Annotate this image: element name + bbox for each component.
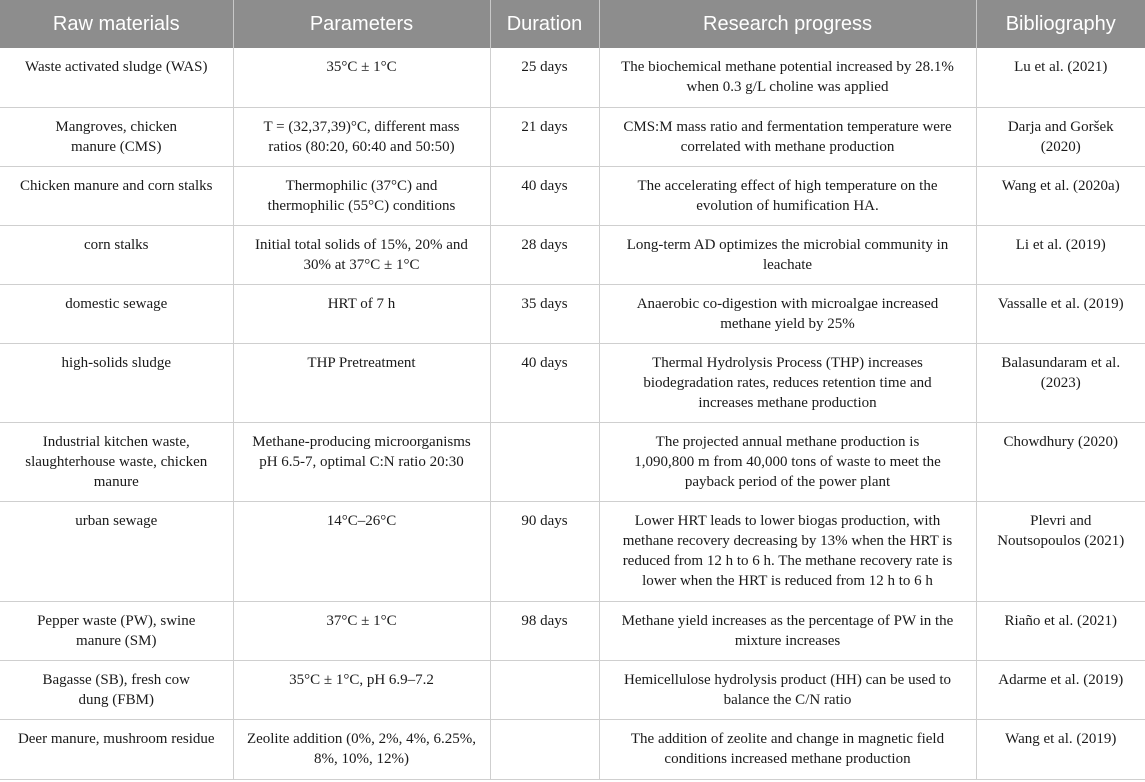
cell-parameters: HRT of 7 h — [233, 284, 490, 343]
header-bibliography: Bibliography — [976, 0, 1145, 48]
header-raw-materials: Raw materials — [0, 0, 233, 48]
cell-parameters: T = (32,37,39)°C, different mass ratios (80:20, 60:40 and 50:50) — [233, 107, 490, 166]
cell-research-progress: Methane yield increases as the percentage of PW in the mixture increases — [599, 601, 976, 660]
cell-duration: 40 days — [490, 166, 599, 225]
cell-duration — [490, 422, 599, 501]
table-row — [0, 166, 1145, 225]
cell-research-progress: The addition of zeolite and change in magnetic field conditions increased methane production — [599, 719, 976, 779]
cell-raw-materials: corn stalks — [0, 225, 233, 284]
cell-bibliography: Wang et al. (2019) — [976, 719, 1145, 779]
cell-raw-materials: Waste activated sludge (WAS) — [0, 48, 233, 107]
cell-bibliography: Lu et al. (2021) — [976, 48, 1145, 107]
cell-bibliography: Riaño et al. (2021) — [976, 601, 1145, 660]
cell-parameters: 35°C ± 1°C, pH 6.9–7.2 — [233, 660, 490, 719]
header-parameters: Parameters — [233, 0, 490, 48]
table-row — [0, 660, 1145, 719]
cell-research-progress: CMS:M mass ratio and fermentation temperature were correlated with methane production — [599, 107, 976, 166]
cell-research-progress: Lower HRT leads to lower biogas production, with methane recovery decreasing by 13% when the HRT is reduced from 12 h to 6 h. The methane recovery rate is lower when the HRT is reduced from 12 h to 6 h — [599, 501, 976, 601]
cell-raw-materials: Pepper waste (PW), swine manure (SM) — [0, 601, 233, 660]
cell-raw-materials: Deer manure, mushroom residue — [0, 719, 233, 779]
table-row — [0, 107, 1145, 166]
cell-parameters: THP Pretreatment — [233, 343, 490, 422]
cell-duration — [490, 719, 599, 779]
cell-bibliography: Vassalle et al. (2019) — [976, 284, 1145, 343]
table-row — [0, 284, 1145, 343]
cell-parameters: Zeolite addition (0%, 2%, 4%, 6.25%, 8%, 10%, 12%) — [233, 719, 490, 779]
cell-bibliography: Chowdhury (2020) — [976, 422, 1145, 501]
cell-duration — [490, 660, 599, 719]
table-row — [0, 422, 1145, 501]
header-duration: Duration — [490, 0, 599, 48]
cell-parameters: Thermophilic (37°C) and thermophilic (55°C) conditions — [233, 166, 490, 225]
cell-bibliography: Adarme et al. (2019) — [976, 660, 1145, 719]
cell-bibliography: Darja and Goršek (2020) — [976, 107, 1145, 166]
cell-research-progress: Long-term AD optimizes the microbial community in leachate — [599, 225, 976, 284]
table-row — [0, 343, 1145, 422]
cell-duration: 90 days — [490, 501, 599, 601]
table-row — [0, 48, 1145, 107]
table-row — [0, 225, 1145, 284]
cell-bibliography: Plevri and Noutsopoulos (2021) — [976, 501, 1145, 601]
table-row — [0, 601, 1145, 660]
cell-research-progress: Hemicellulose hydrolysis product (HH) can be used to balance the C/N ratio — [599, 660, 976, 719]
cell-duration: 40 days — [490, 343, 599, 422]
cell-research-progress: The biochemical methane potential increased by 28.1% when 0.3 g/L choline was applied — [599, 48, 976, 107]
cell-raw-materials: Chicken manure and corn stalks — [0, 166, 233, 225]
cell-parameters: Methane-producing microorganisms pH 6.5-7, optimal C:N ratio 20:30 — [233, 422, 490, 501]
table-header — [0, 0, 1145, 48]
cell-duration: 21 days — [490, 107, 599, 166]
cell-bibliography: Li et al. (2019) — [976, 225, 1145, 284]
cell-research-progress: The projected annual methane production is 1,090,800 m from 40,000 tons of waste to meet the payback period of the power plant — [599, 422, 976, 501]
cell-duration: 28 days — [490, 225, 599, 284]
cell-raw-materials: Bagasse (SB), fresh cow dung (FBM) — [0, 660, 233, 719]
cell-duration: 25 days — [490, 48, 599, 107]
cell-research-progress: Thermal Hydrolysis Process (THP) increases biodegradation rates, reduces retention time and increases methane production — [599, 343, 976, 422]
cell-research-progress: Anaerobic co-digestion with microalgae increased methane yield by 25% — [599, 284, 976, 343]
cell-duration: 35 days — [490, 284, 599, 343]
cell-bibliography: Wang et al. (2020a) — [976, 166, 1145, 225]
cell-raw-materials: domestic sewage — [0, 284, 233, 343]
cell-parameters: Initial total solids of 15%, 20% and 30% at 37°C ± 1°C — [233, 225, 490, 284]
cell-bibliography: Balasundaram et al. (2023) — [976, 343, 1145, 422]
cell-parameters: 35°C ± 1°C — [233, 48, 490, 107]
cell-parameters: 14°C–26°C — [233, 501, 490, 601]
header-row — [0, 0, 1145, 48]
header-research-progress: Research progress — [599, 0, 976, 48]
table-row — [0, 719, 1145, 779]
cell-parameters: 37°C ± 1°C — [233, 601, 490, 660]
cell-raw-materials: urban sewage — [0, 501, 233, 601]
cell-duration: 98 days — [490, 601, 599, 660]
cell-raw-materials: Mangroves, chicken manure (CMS) — [0, 107, 233, 166]
table-body — [0, 48, 1145, 779]
cell-raw-materials: Industrial kitchen waste, slaughterhouse waste, chicken manure — [0, 422, 233, 501]
cell-research-progress: The accelerating effect of high temperature on the evolution of humification HA. — [599, 166, 976, 225]
cell-raw-materials: high-solids sludge — [0, 343, 233, 422]
table-row — [0, 501, 1145, 601]
